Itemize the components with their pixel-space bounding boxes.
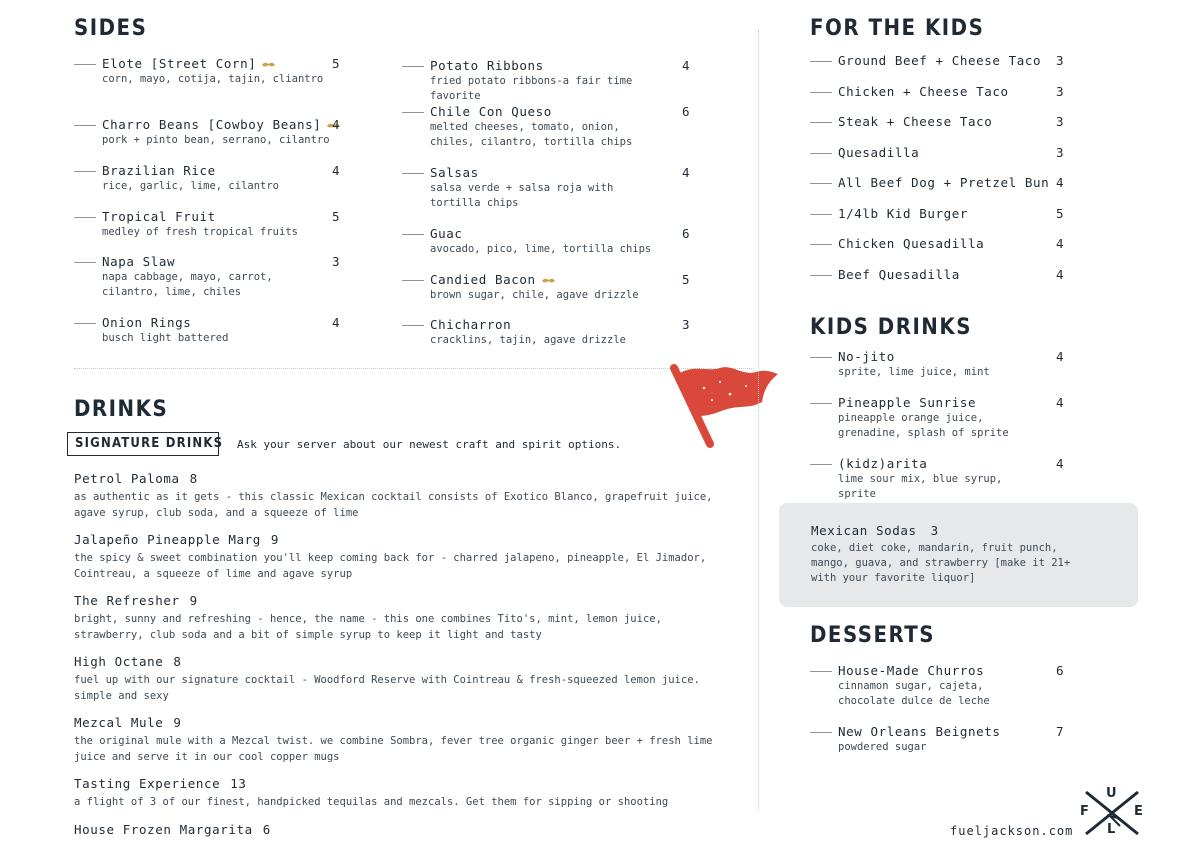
item-name-text: Chicken Quesadilla (838, 236, 985, 251)
item-name-text: Chicken + Cheese Taco (838, 84, 1009, 99)
item-name-text: No-jito (838, 349, 895, 364)
item-dash (402, 112, 424, 113)
item-name (838, 206, 968, 221)
drink-item (74, 593, 714, 643)
item-dash (810, 732, 832, 733)
desserts-title: DESSERTS (810, 623, 936, 648)
drink-item (74, 715, 714, 765)
item-dash (402, 325, 424, 326)
item-desc: napa cabbage, mayo, carrot, cilantro, lime, chiles (102, 271, 273, 298)
sides-title: SIDES (74, 16, 148, 41)
item-name-text: All Beef Dog + Pretzel Bun (838, 175, 1050, 190)
item-name (430, 58, 544, 73)
item-dash (810, 183, 832, 184)
item-price: 4 (332, 117, 340, 132)
item-price: 4 (1056, 395, 1064, 410)
item-name (102, 56, 276, 71)
drink-item (74, 532, 714, 582)
drink-desc: the original mule with a Mezcal twist. we combine Sombra, fever tree organic ginger beer + fresh lime juice and serve it in our cool copper mugs (74, 735, 713, 763)
item-dash (810, 122, 832, 123)
item-price: 5 (1056, 206, 1064, 221)
item-price: 4 (1056, 236, 1064, 251)
item-name-text: Charro Beans [Cowboy Beans] (102, 117, 322, 132)
item-name-text: Elote [Street Corn] (102, 56, 257, 71)
item-price: 4 (682, 165, 690, 180)
item-price: 4 (332, 163, 340, 178)
item-price: 3 (1056, 53, 1064, 68)
item-dash (810, 244, 832, 245)
drink-item (74, 776, 714, 811)
item-name-text: Onion Rings (102, 315, 192, 330)
item-price: 5 (332, 209, 340, 224)
item-name (838, 456, 927, 471)
drink-desc: the spicy & sweet combination you'll keep coming back for - charred jalapeno, pineapple, El Jimador, Cointreau, a squeeze of lime and agave syrup (74, 552, 707, 580)
kids-drinks-title: KIDS DRINKS (810, 315, 972, 340)
item-name-text: Napa Slaw (102, 254, 176, 269)
item-desc: medley of fresh tropical fruits (102, 226, 298, 238)
drink-name-text: Petrol Paloma (74, 471, 180, 486)
item-name (838, 349, 895, 364)
item-name (838, 53, 1041, 68)
item-price: 6 (1056, 663, 1064, 678)
drink-item (74, 822, 271, 837)
signature-drinks-box (67, 432, 224, 456)
sodas-price: 3 (930, 523, 939, 538)
sodas-desc: coke, diet coke, mandarin, fruit punch, mango, guava, and strawberry [make it 21+ with your favorite liquor] (811, 542, 1071, 584)
item-dash (810, 153, 832, 154)
item-name (430, 226, 463, 241)
item-desc: powdered sugar (838, 741, 927, 753)
item-price: 4 (682, 58, 690, 73)
item-price: 3 (1056, 145, 1064, 160)
drink-name (74, 471, 714, 486)
item-dash (810, 61, 832, 62)
item-name-text: Quesadilla (838, 145, 920, 160)
item-price: 4 (332, 315, 340, 330)
item-desc: pork + pinto bean, serrano, cilantro (102, 134, 330, 146)
item-desc: sprite, lime juice, mint (838, 366, 990, 378)
drink-desc: as authentic as it gets - this classic Mexican cocktail consists of Exotico Blanco, grapefruit juice, agave syrup, club soda, and a squeeze of lime (74, 491, 713, 519)
item-desc: cinnamon sugar, cajeta, chocolate dulce de leche (838, 680, 990, 707)
item-desc: salsa verde + salsa roja with tortilla chips (430, 182, 614, 209)
drink-price: 6 (262, 822, 271, 837)
item-price: 6 (682, 226, 690, 241)
item-dash (810, 464, 832, 465)
drinks-title: DRINKS (74, 397, 169, 422)
item-desc: brown sugar, chile, agave drizzle (430, 289, 639, 301)
item-name (430, 104, 552, 119)
sodas-header (811, 523, 939, 538)
logo-letter: F (1080, 804, 1089, 819)
mexican-sodas-panel (779, 503, 1138, 607)
drink-name (74, 532, 714, 547)
item-name (838, 395, 976, 410)
item-name-text: (kidz)arita (838, 456, 928, 471)
item-name (430, 165, 479, 180)
signature-drinks-label: SIGNATURE DRINKS (75, 436, 224, 451)
drink-price: 8 (189, 471, 198, 486)
item-desc: avocado, pico, lime, tortilla chips (430, 243, 652, 255)
drink-name (74, 593, 714, 608)
item-dash (402, 66, 424, 67)
item-dash (74, 171, 96, 172)
section-divider (74, 368, 754, 369)
logo-letter: L (1107, 822, 1116, 837)
item-price: 3 (1056, 84, 1064, 99)
drink-name-text: The Refresher (74, 593, 180, 608)
drink-name-text: Mezcal Mule (74, 715, 164, 730)
item-name (102, 209, 216, 224)
drink-item (74, 471, 714, 521)
mustache-icon (261, 62, 276, 68)
drink-name (74, 654, 714, 669)
item-name-text: 1/4lb Kid Burger (838, 206, 969, 221)
website-text: fueljackson.com (950, 824, 1074, 838)
item-dash (810, 92, 832, 93)
item-name (838, 663, 984, 678)
drink-name (74, 776, 714, 791)
item-dash (74, 125, 96, 126)
item-dash (74, 262, 96, 263)
drink-price: 9 (270, 532, 280, 547)
item-name (102, 315, 191, 330)
logo-letter: U (1106, 786, 1117, 801)
drink-name-text: High Octane (74, 654, 164, 669)
item-desc: rice, garlic, lime, cilantro (102, 180, 280, 192)
item-dash (810, 275, 832, 276)
drink-desc: fuel up with our signature cocktail - Woodford Reserve with Cointreau & fresh-squeezed lemon juice. simple and sexy (74, 674, 700, 702)
item-price: 4 (1056, 267, 1064, 282)
item-name-text: Pineapple Sunrise (838, 395, 977, 410)
item-name (838, 145, 919, 160)
item-name-text: Chile Con Queso (430, 104, 552, 119)
item-desc: melted cheeses, tomato, onion, chiles, cilantro, tortilla chips (430, 121, 633, 148)
item-name (838, 267, 960, 282)
item-name-text: Ground Beef + Cheese Taco (838, 53, 1042, 68)
drink-name (74, 715, 714, 730)
item-price: 4 (1056, 349, 1064, 364)
item-name (430, 317, 511, 332)
item-name (838, 114, 992, 129)
item-price: 4 (1056, 456, 1064, 471)
item-name-text: Guac (430, 226, 463, 241)
item-price: 6 (682, 104, 690, 119)
item-name (838, 724, 1001, 739)
drink-item (74, 654, 714, 704)
item-price: 3 (332, 254, 340, 269)
drink-price: 9 (173, 715, 182, 730)
item-name-text: Brazilian Rice (102, 163, 216, 178)
item-name-text: Steak + Cheese Taco (838, 114, 993, 129)
item-price: 4 (1056, 175, 1064, 190)
item-price: 3 (1056, 114, 1064, 129)
item-price: 5 (682, 272, 690, 287)
item-price: 7 (1056, 724, 1064, 739)
drink-desc: a flight of 3 of our finest, handpicked tequilas and mezcals. Get them for sipping or shooting (74, 796, 669, 808)
drinks-note: Ask your server about our newest craft and spirit options. (237, 438, 622, 451)
item-name (102, 254, 175, 269)
item-dash (402, 234, 424, 235)
drink-name-text: Tasting Experience (74, 776, 221, 791)
item-dash (74, 323, 96, 324)
item-dash (810, 214, 832, 215)
item-dash (810, 357, 832, 358)
drink-price: 8 (173, 654, 182, 669)
item-name-text: Candied Bacon (430, 272, 536, 287)
item-name-text: Beef Quesadilla (838, 267, 960, 282)
item-desc: lime sour mix, blue syrup, sprite (838, 473, 1003, 500)
item-desc: cracklins, tajin, agave drizzle (430, 334, 626, 346)
fuel-logo (1080, 788, 1144, 838)
kids-title: FOR THE KIDS (810, 16, 985, 41)
mustache-icon (541, 278, 556, 284)
item-desc: pineapple orange juice, grenadine, splash of sprite (838, 412, 1009, 439)
item-name-text: Salsas (430, 165, 479, 180)
item-name (838, 175, 1049, 190)
item-desc: busch light battered (102, 332, 229, 344)
item-price: 5 (332, 56, 340, 71)
drink-name-text: Jalapeño Pineapple Marg (74, 532, 261, 547)
item-name-text: House-Made Churros (838, 663, 985, 678)
item-dash (74, 64, 96, 65)
drink-desc: bright, sunny and refreshing - hence, the name - this one combines Tito's, mint, lemon juice, strawberry, club soda and a bit of simple syrup to keep it light and tasty (74, 613, 662, 641)
item-name-text: Tropical Fruit (102, 209, 216, 224)
red-flag-icon (668, 360, 784, 452)
item-name (430, 272, 556, 287)
column-divider (758, 30, 759, 810)
drink-name (74, 822, 271, 837)
logo-letter: E (1134, 804, 1143, 819)
drink-name-text: House Frozen Margarita (74, 822, 253, 837)
item-dash (810, 403, 832, 404)
item-name (102, 117, 341, 132)
item-name-text: Chicharron (430, 317, 512, 332)
drink-price: 9 (189, 593, 198, 608)
item-dash (402, 173, 424, 174)
item-name-text: Potato Ribbons (430, 58, 544, 73)
item-name (838, 84, 1009, 99)
item-name (838, 236, 984, 251)
sodas-name: Mexican Sodas (811, 523, 917, 538)
item-dash (810, 671, 832, 672)
item-desc: corn, mayo, cotija, tajin, cliantro (102, 73, 324, 85)
item-name-text: New Orleans Beignets (838, 724, 1001, 739)
drink-price: 13 (230, 776, 247, 791)
item-dash (74, 217, 96, 218)
item-price: 3 (682, 317, 690, 332)
item-dash (402, 280, 424, 281)
item-name (102, 163, 216, 178)
item-desc: fried potato ribbons-a fair time favorite (430, 75, 633, 102)
